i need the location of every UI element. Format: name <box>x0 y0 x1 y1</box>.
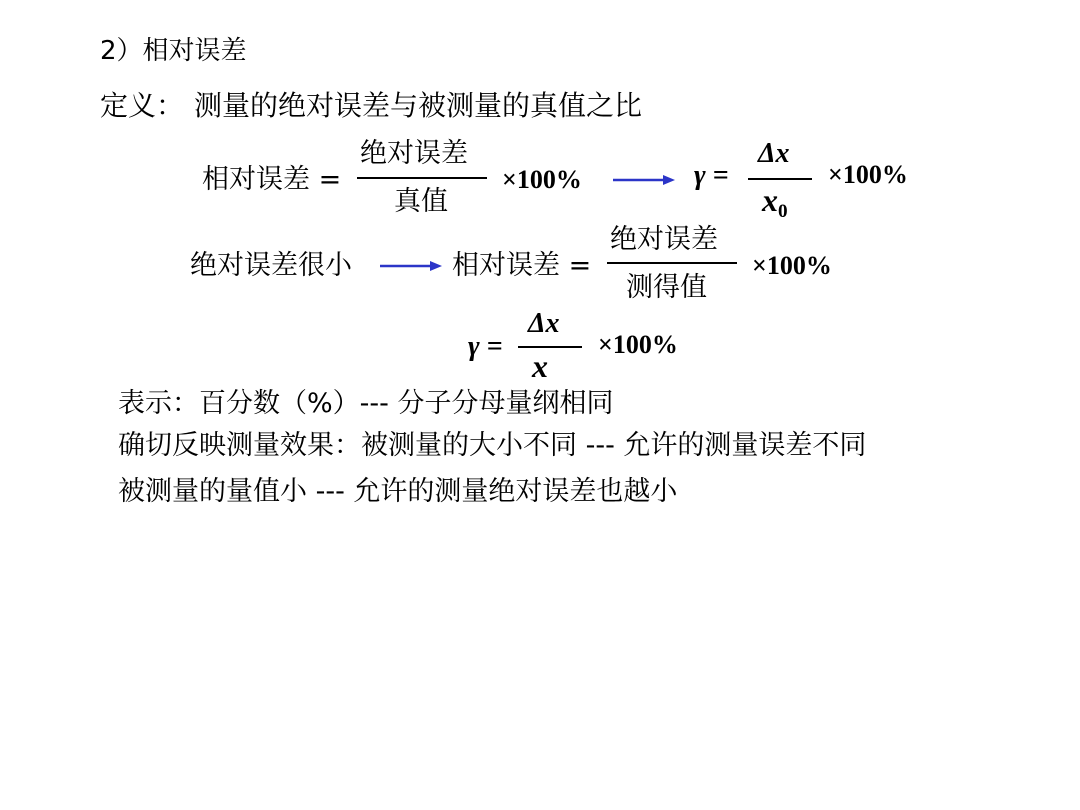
formula-3-symbol-bar <box>518 346 582 348</box>
formula-1-fraction-bar <box>357 177 487 179</box>
formula-3-x: x <box>532 348 548 384</box>
formula-1-factor-2: ×100% <box>828 160 908 189</box>
formula-1-x0 <box>762 184 788 221</box>
formula-3-gamma: γ = <box>468 331 503 362</box>
formula-2-fraction-bar <box>607 262 737 264</box>
formula-1-delta-x: Δx <box>758 138 790 169</box>
formula-1-lhs: 相对误差 = <box>202 164 342 195</box>
formula-1-x0-base: x <box>762 182 778 218</box>
note-line-2: 确切反映测量效果：被测量的大小不同 --- 允许的测量误差不同 <box>118 430 867 461</box>
formula-1-denominator: 真值 <box>394 186 448 217</box>
right-arrow-icon <box>380 260 442 272</box>
formula-1-gamma: γ = <box>694 160 729 191</box>
definition-label: 定义： <box>100 89 185 122</box>
right-arrow-icon <box>613 174 675 186</box>
formula-2-factor: ×100% <box>752 251 832 280</box>
section-title: 2）相对误差 <box>100 36 247 66</box>
note-line-1: 表示：百分数（%）--- 分子分母量纲相同 <box>118 388 614 419</box>
formula-1-factor: ×100% <box>502 165 582 194</box>
formula-2-denominator: 测得值 <box>626 272 707 303</box>
formula-2-lhs: 相对误差 = <box>452 250 592 281</box>
formula-1-numerator: 绝对误差 <box>360 138 468 169</box>
definition-text: 测量的绝对误差与被测量的真值之比 <box>194 89 643 122</box>
formula-3-delta-x: Δx <box>528 308 560 339</box>
formula-1-x0-subscript: 0 <box>778 201 788 222</box>
formula-1-symbol-bar <box>748 178 812 180</box>
formula-2-condition: 绝对误差很小 <box>190 250 352 281</box>
formula-2-numerator: 绝对误差 <box>610 224 718 255</box>
formula-3-factor: ×100% <box>598 330 678 359</box>
note-line-3: 被测量的量值小 --- 允许的测量绝对误差也越小 <box>118 476 678 507</box>
